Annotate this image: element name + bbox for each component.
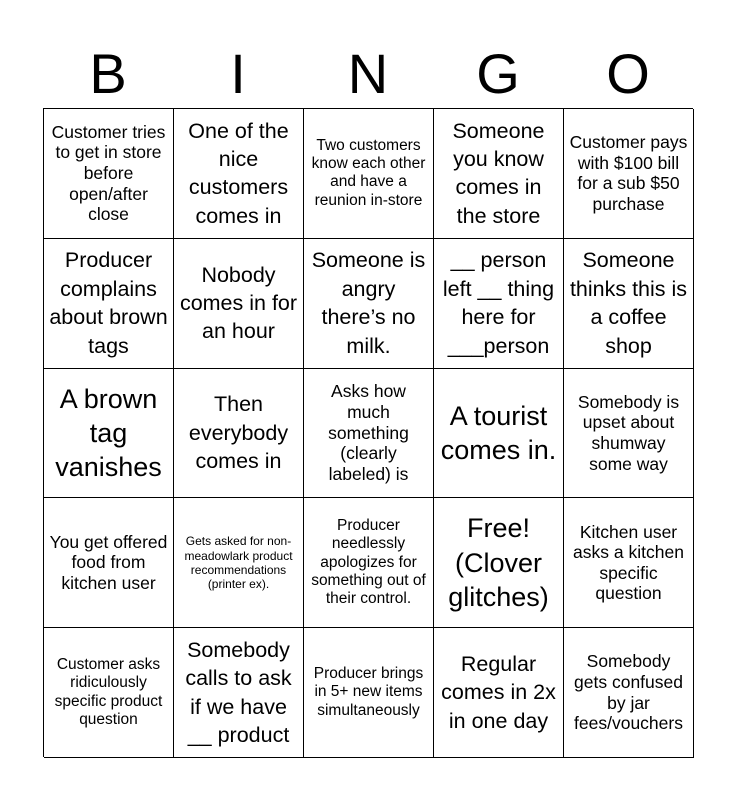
bingo-cell[interactable] bbox=[434, 628, 564, 758]
bingo-cell[interactable] bbox=[174, 498, 304, 628]
cell-text: Customer pays with $100 bill for a sub $50 purchase bbox=[569, 132, 688, 215]
cell-text: Two customers know each other and have a reunion in-store bbox=[311, 136, 426, 209]
cell-text: One of the nice customers comes in bbox=[188, 118, 289, 228]
cell-text: Somebody is upset about shumway some way bbox=[577, 391, 680, 474]
bingo-cell[interactable] bbox=[174, 369, 304, 499]
bingo-cell[interactable] bbox=[304, 109, 434, 239]
cell-text: Someone is angry there’s no milk. bbox=[311, 248, 426, 358]
bingo-cell[interactable] bbox=[564, 498, 694, 628]
bingo-cell[interactable] bbox=[174, 628, 304, 758]
cell-text: Someone thinks this is a coffee shop bbox=[569, 248, 688, 358]
bingo-cell[interactable] bbox=[564, 369, 694, 499]
cell-text: Free! (Clover glitches) bbox=[448, 513, 549, 612]
bingo-cell[interactable] bbox=[434, 498, 564, 628]
cell-text: Somebody calls to ask if we have __ product bbox=[185, 637, 292, 747]
cell-text: Customer asks ridiculously specific product question bbox=[54, 656, 163, 728]
bingo-cell[interactable] bbox=[434, 109, 564, 239]
bingo-cell[interactable] bbox=[44, 498, 174, 628]
bingo-board bbox=[43, 108, 693, 757]
header-letter-i: I bbox=[230, 42, 246, 105]
cell-text: Customer tries to get in store before open/after close bbox=[51, 121, 166, 225]
bingo-cell[interactable] bbox=[304, 498, 434, 628]
cell-text: Regular comes in 2x in one day bbox=[441, 652, 556, 733]
bingo-cell[interactable] bbox=[44, 628, 174, 758]
bingo-cell[interactable] bbox=[174, 239, 304, 369]
bingo-cell[interactable] bbox=[304, 628, 434, 758]
cell-text: Someone you know comes in the store bbox=[452, 118, 545, 228]
cell-text: Kitchen user asks a kitchen specific question bbox=[573, 521, 684, 604]
cell-text: Producer complains about brown tags bbox=[49, 248, 168, 358]
bingo-cell[interactable] bbox=[174, 109, 304, 239]
cell-text: __ person left __ thing here for ___person bbox=[442, 248, 555, 358]
header-letter-g: G bbox=[476, 42, 520, 105]
cell-text: Gets asked for non-meadowlark product recommendations (printer ex). bbox=[184, 534, 293, 591]
header-letter-n: N bbox=[347, 42, 389, 105]
header-letter-b: B bbox=[89, 42, 127, 105]
cell-text: Nobody comes in for an hour bbox=[179, 262, 298, 344]
cell-text: You get offered food from kitchen user bbox=[49, 531, 168, 594]
bingo-header bbox=[43, 40, 693, 108]
cell-text: Asks how much something (clearly labeled) is bbox=[328, 381, 409, 484]
bingo-cell[interactable] bbox=[564, 109, 694, 239]
bingo-cell[interactable] bbox=[564, 628, 694, 758]
bingo-cell[interactable] bbox=[44, 239, 174, 369]
cell-text: Producer needlessly apologizes for something out of their control. bbox=[311, 517, 426, 608]
bingo-cell[interactable] bbox=[564, 239, 694, 369]
cell-text: Somebody gets confused by jar fees/vouchers bbox=[574, 651, 683, 734]
bingo-cell[interactable] bbox=[44, 369, 174, 499]
header-letter-o: O bbox=[606, 42, 650, 105]
bingo-cell[interactable] bbox=[434, 369, 564, 499]
cell-text: A tourist comes in. bbox=[440, 400, 557, 465]
cell-text: Producer brings in 5+ new items simultaneously bbox=[313, 665, 424, 719]
bingo-cell[interactable] bbox=[44, 109, 174, 239]
bingo-cell[interactable] bbox=[304, 239, 434, 369]
bingo-cell[interactable] bbox=[304, 369, 434, 499]
cell-text: A brown tag vanishes bbox=[55, 383, 162, 483]
bingo-cell[interactable] bbox=[434, 239, 564, 369]
cell-text: Then everybody comes in bbox=[188, 392, 289, 474]
